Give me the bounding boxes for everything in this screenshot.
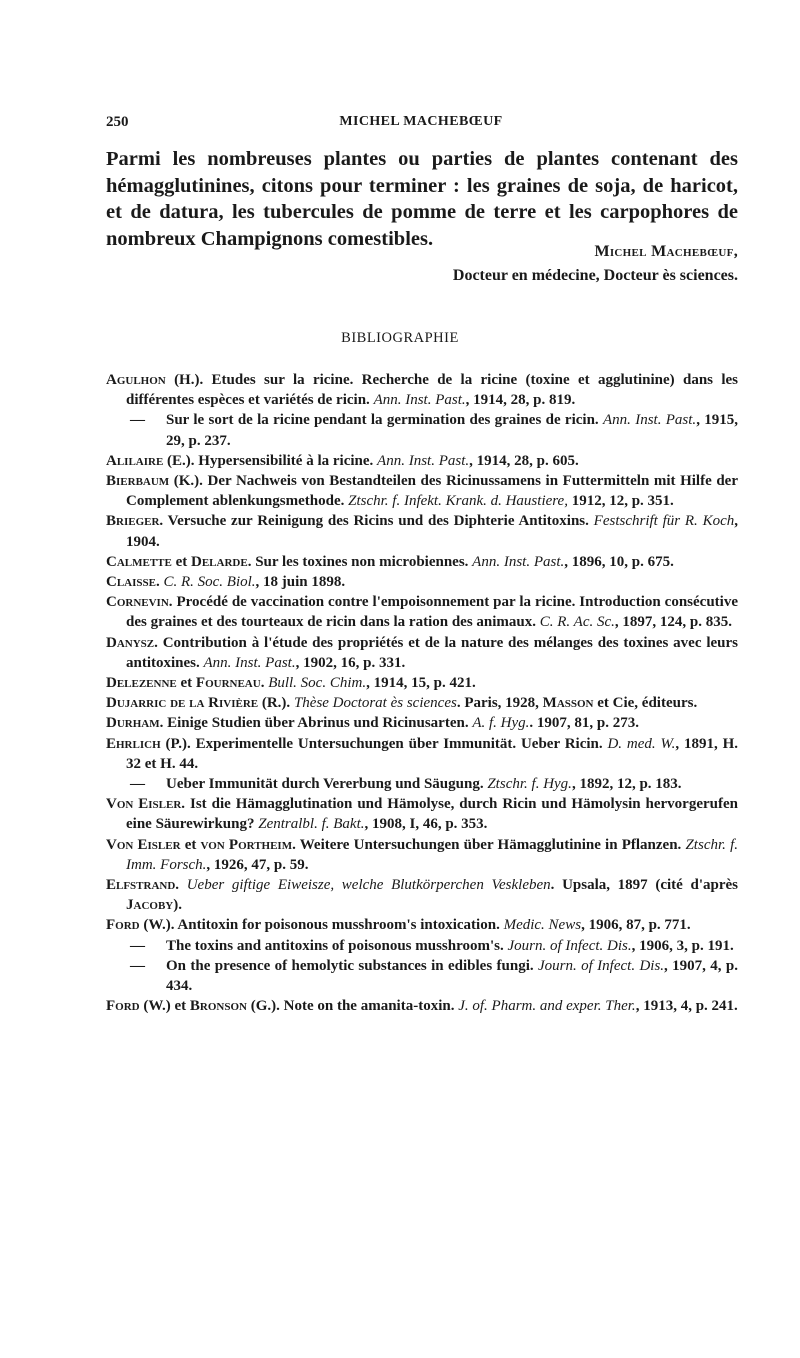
entry-author: Ford <box>106 998 140 1015</box>
entry-publisher: Jacoby <box>126 897 174 914</box>
bibliography-entry: Ford (W.). Antitoxin for poisonous musshroom's intoxication. Medic. News, 1906, 87, p. 771. <box>106 917 691 934</box>
entry-volume: 28 <box>510 392 526 409</box>
entry-journal: C. R. Soc. Biol. <box>163 574 256 591</box>
bibliography-entry: Ford (W.) et Bronson (G.). Note on the amanita-toxin. J. of. Pharm. and exper. Ther., 1913, 4, p. 241. <box>106 998 738 1015</box>
bibliography-entry: — Ueber Immunität durch Vererbung und Säugung. Ztschr. f. Hyg., 1892, 12, p. 183. <box>106 774 738 794</box>
entry-journal: D. med. W. <box>607 735 676 752</box>
entry-author: Cornevin <box>106 594 169 611</box>
entry-author: Delezenne <box>106 675 177 692</box>
intro-paragraph: Parmi les nombreuses plantes ou parties de plantes contenant des hémagglutinines, citons pour terminer : les graines de soja, de haricot, et de datura, les tubercules de pomme de terre et les carpophores de nombreux Champignons comestibles. <box>106 148 738 250</box>
bibliography-entry: Bierbaum (K.). Der Nachweis von Bestandteilen des Ricinussamens in Futtermitteln mit Hilfe der Complement ablenkungsmethode. Ztschr. f. Infekt. Krank. d. Haustiere, 1912, 12, p. 351. <box>106 473 738 510</box>
bibliography-entry: Danysz. Contribution à l'étude des propriétés et de la nature des mélanges des toxines avec leurs antitoxines. Ann. Inst. Past., 1902, 16, p. 331. <box>106 634 738 671</box>
entry-author: Agulhon <box>106 372 166 388</box>
bibliography-entry: Cornevin. Procédé de vaccination contre l'empoisonnement par la ricine. Introduction consécutive des graines et des tourteaux de ricin dans la ration des animaux. C. R. Ac. Sc., 1897, 124, p. 835. <box>106 594 738 631</box>
entry-volume: 12 <box>609 493 625 510</box>
entry-journal: Journ. of Infect. Dis. <box>507 937 632 954</box>
page-number: 250 <box>106 114 129 130</box>
bibliography-entry: Claisse. C. R. Soc. Biol., 18 juin 1898. <box>106 574 346 591</box>
entry-volume: 10 <box>609 553 625 570</box>
entry-journal: Ann. Inst. Past. <box>203 654 296 671</box>
entry-journal: J. of. Pharm. and exper. Ther. <box>458 998 636 1015</box>
entry-journal: Ann. Inst. Past. <box>377 452 470 469</box>
bibliography-entry: Von Eisler et von Portheim. Weitere Untersuchungen über Hämagglutinine in Pflanzen. Ztschr. f. Imm. Forsch., 1926, 47, p. 59. <box>106 836 738 873</box>
entry-author: Danysz <box>106 634 155 651</box>
entry-journal: Zentralbl. f. Bakt. <box>258 816 365 833</box>
entry-journal: Ann. Inst. Past. <box>373 392 466 409</box>
bibliography-entry: — On the presence of hemolytic substances in edibles fungi. Journ. of Infect. Dis., 1907, 4, p. 434. <box>130 957 738 995</box>
entry-volume: 12 <box>616 776 632 793</box>
entry-journal: Medic. News <box>503 917 582 934</box>
repeat-author-dash: — <box>130 937 145 954</box>
entry-journal: Ueber giftige Eiweisze, welche Blutkörperchen Veskleben <box>186 877 551 894</box>
bibliography-entry: Ehrlich (P.). Experimentelle Untersuchungen über Immunität. Ueber Ricin. D. med. W., 1891, H. 32 et H. 44. <box>106 735 738 772</box>
entry-coauthor: Fourneau <box>195 675 261 692</box>
entry-author: Brieger <box>106 513 160 530</box>
entry-author: Dujarric de la Rivière <box>106 695 259 712</box>
entry-coauthor: Delarde <box>191 553 248 570</box>
bibliography-entry: Calmette et Delarde. Sur les toxines non microbiennes. Ann. Inst. Past., 1896, 10, p. 675. <box>106 553 674 570</box>
entry-volume: 81 <box>574 715 590 732</box>
entry-author: Bierbaum <box>106 473 170 490</box>
repeat-author-dash: — <box>130 776 145 793</box>
page-header <box>106 114 736 136</box>
entry-volume: 28 <box>514 452 530 469</box>
bibliography-entry: Delezenne et Fourneau. Bull. Soc. Chim., 1914, 15, p. 421. <box>106 675 476 692</box>
repeat-author-dash: — <box>130 412 145 429</box>
bibliography-entry: Elfstrand. Ueber giftige Eiweisze, welche Blutkörperchen Veskleben. Upsala, 1897 (cité d'après Jacoby). <box>106 877 738 914</box>
author-title: Docteur en médecine, Docteur ès sciences. <box>452 267 738 284</box>
entry-journal: Festschrift für R. Koch <box>593 513 735 530</box>
entry-volume: 87 <box>626 917 642 934</box>
bibliography-entry: Brieger. Versuche zur Reinigung des Ricins und des Diphterie Antitoxins. Festschrift für R. Koch, 1904. <box>106 513 738 550</box>
entry-coauthor: Bronson <box>189 998 247 1015</box>
entry-journal: Bull. Soc. Chim. <box>268 675 367 692</box>
entry-author: Durham <box>106 715 160 732</box>
entry-volume: 46 <box>422 816 438 833</box>
bibliography-entry: — Sur le sort de la ricine pendant la germination des graines de ricin. Ann. Inst. Past., 1915, 29, p. 237. <box>130 412 738 449</box>
bibliography-entry: Durham. Einige Studien über Abrinus und Ricinusarten. A. f. Hyg.. 1907, 81, p. 273. <box>106 715 640 732</box>
entry-author: Alilaire <box>106 452 164 469</box>
entry-publisher: Masson <box>542 695 594 712</box>
entry-author: Calmette <box>106 553 172 570</box>
entry-journal: Journ. of Infect. Dis. <box>538 957 665 974</box>
bibliography-list <box>106 370 738 1017</box>
entry-journal: Thèse Doctorat ès sciences <box>293 695 457 712</box>
entry-volume: 47 <box>251 856 267 873</box>
entry-author: Claisse <box>106 574 156 591</box>
entry-author: Von Eisler <box>106 836 181 853</box>
entry-author: Ehrlich <box>106 735 161 752</box>
author-signature: Michel Machebœuf, <box>594 243 738 260</box>
entry-volume: 15 <box>411 675 427 692</box>
bibliography-title: BIBLIOGRAPHIE <box>341 330 459 346</box>
bibliography-entry: Alilaire (E.). Hypersensibilité à la ricine. Ann. Inst. Past., 1914, 28, p. 605. <box>106 452 579 469</box>
entry-journal: C. R. Ac. Sc. <box>539 614 615 631</box>
entry-volume: 4 <box>710 957 718 974</box>
entry-author: Ford <box>106 917 140 934</box>
entry-volume: 29 <box>166 432 181 449</box>
entry-volume: 4 <box>680 998 689 1015</box>
repeat-author-dash: — <box>130 957 145 974</box>
entry-volume: 124 <box>659 614 683 631</box>
running-head: MICHEL MACHEBŒUF <box>339 114 503 129</box>
entry-journal: Ztschr. f. Imm. Forsch. <box>126 836 738 873</box>
entry-author: Elfstrand <box>106 877 176 894</box>
entry-journal: A. f. Hyg. <box>472 715 530 732</box>
entry-journal: Ann. Inst. Past. <box>602 412 697 429</box>
bibliography-entry: — The toxins and antitoxins of poisonous musshroom's. Journ. of Infect. Dis., 1906, 3, p. 191. <box>106 936 738 956</box>
entry-journal: Ann. Inst. Past. <box>472 553 565 570</box>
signature-block <box>453 239 738 287</box>
entry-journal: Ztschr. f. Infekt. Krank. d. Haustiere, <box>348 493 568 510</box>
entry-journal: Ztschr. f. Hyg. <box>487 776 572 793</box>
bibliography-entry: Agulhon (H.). Etudes sur la ricine. Recherche de la ricine (toxine et agglutinine) dans les différentes espèces et variétés de ricin. Ann. Inst. Past., 1914, 28, p. 819. <box>106 372 738 409</box>
entry-volume: 3 <box>676 937 685 954</box>
entry-volume: 16 <box>340 654 356 671</box>
entry-author: Von Eisler <box>106 796 182 813</box>
bibliography-entry: Dujarric de la Rivière (R.). Thèse Doctorat ès sciences. Paris, 1928, Masson et Cie, éditeurs. <box>106 695 698 712</box>
bibliography-entry: Von Eisler. Ist die Hämagglutination und Hämolyse, durch Ricin und Hämolysin hervorgerufen eine Säurewirkung? Zentralbl. f. Bakt., 1908, I, 46, p. 353. <box>106 796 738 833</box>
entry-coauthor: von Portheim <box>200 836 293 853</box>
